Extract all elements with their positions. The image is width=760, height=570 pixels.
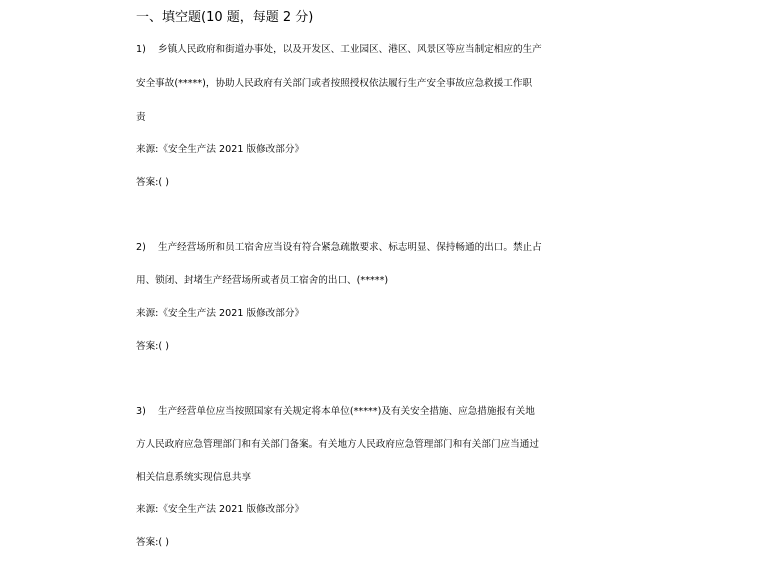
question-1-line-2: 安全事故(*****)，协助人民政府有关部门或者按照授权依法履行生产安全事故应急救援工作职 <box>136 78 533 89</box>
question-2-answer: 答案:( ) <box>136 341 169 352</box>
question-3-source: 来源:《安全生产法 2021 版修改部分》 <box>136 504 305 515</box>
question-2-source: 来源:《安全生产法 2021 版修改部分》 <box>136 308 305 319</box>
question-2-line-1 <box>136 241 542 255</box>
question-2-text: 生产经营场所和员工宿舍应当设有符合紧急疏散要求、标志明显、保持畅通的出口。禁止占 <box>158 242 542 253</box>
question-3-answer: 答案:( ) <box>136 537 169 548</box>
question-2-number: 2) <box>136 242 146 253</box>
question-3-line-3: 相关信息系统实现信息共享 <box>136 472 252 483</box>
question-1-number: 1) <box>136 44 146 55</box>
question-1-line-1 <box>136 43 542 57</box>
question-3-line-2: 方人民政府应急管理部门和有关部门备案。有关地方人民政府应急管理部门和有关部门应当通过 <box>136 439 539 450</box>
question-3-number: 3) <box>136 406 146 417</box>
question-3-text: 生产经营单位应当按照国家有关规定将本单位(*****)及有关安全措施、应急措施报有关地 <box>158 406 535 417</box>
question-1-source: 来源:《安全生产法 2021 版修改部分》 <box>136 144 305 155</box>
question-3-line-1 <box>136 405 535 419</box>
question-1-text: 乡镇人民政府和街道办事处，以及开发区、工业园区、港区、风景区等应当制定相应的生产 <box>158 44 542 55</box>
section-title: 一、填空题(10 题，每题 2 分) <box>136 10 314 25</box>
question-1-answer: 答案:( ) <box>136 177 169 188</box>
question-1-line-3: 责 <box>136 112 146 123</box>
question-2-line-2: 用、锁闭、封堵生产经营场所或者员工宿舍的出口、(*****) <box>136 275 389 286</box>
